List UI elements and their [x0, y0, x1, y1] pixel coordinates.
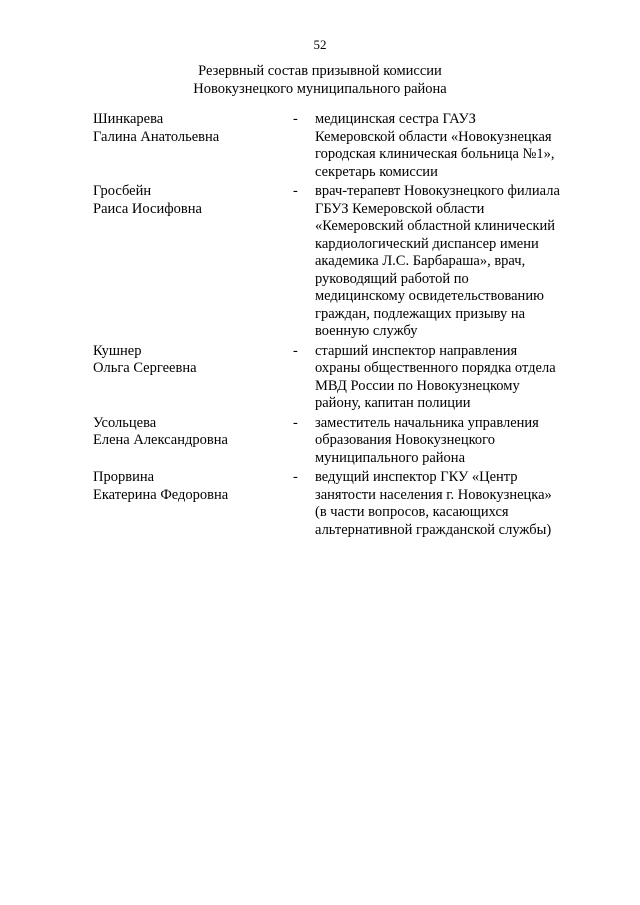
- member-dash: -: [293, 111, 298, 127]
- member-name: [93, 343, 293, 378]
- description-line: «Кемеровский областной клинический: [315, 218, 556, 234]
- member-name: [93, 111, 293, 146]
- member-row: [93, 415, 593, 468]
- description-line: (в части вопросов, касающихся: [315, 504, 509, 520]
- member-description: [315, 183, 593, 341]
- member-surname: Прорвина: [93, 469, 155, 485]
- description-line: старший инспектор направления: [315, 342, 518, 359]
- member-name: [93, 469, 293, 504]
- description-line: Кемеровской области «Новокузнецкая: [315, 128, 552, 145]
- description-line: военную службу: [315, 323, 418, 339]
- member-row: [93, 343, 593, 413]
- member-dash: -: [293, 342, 298, 359]
- members-list: [93, 111, 593, 541]
- description-line: ведущий инспектор ГКУ «Центр: [315, 469, 518, 485]
- title-line-2: Новокузнецкого муниципального района: [193, 81, 447, 97]
- member-row: [93, 111, 593, 181]
- member-surname: Усольцева: [93, 414, 157, 431]
- title-line-1: Резервный состав призывной комиссии: [198, 63, 442, 79]
- description-line: охраны общественного порядка отдела: [315, 360, 556, 376]
- description-line: району, капитан полиции: [315, 395, 471, 411]
- member-given-names: Галина Анатольевна: [93, 128, 220, 145]
- description-line: медицинскому освидетельствованию: [315, 288, 544, 304]
- description-line: занятости населения г. Новокузнецка»: [315, 486, 552, 503]
- member-surname: Гросбейн: [93, 183, 152, 199]
- member-dash: -: [293, 469, 298, 485]
- member-surname: Шинкарева: [93, 111, 164, 127]
- member-dash: -: [293, 414, 298, 431]
- member-surname: Кушнер: [93, 342, 142, 359]
- member-given-names: Ольга Сергеевна: [93, 360, 197, 376]
- description-line: ГБУЗ Кемеровской области: [315, 200, 485, 217]
- page-number: 52: [313, 37, 327, 52]
- description-line: образования Новокузнецкого: [315, 432, 495, 448]
- description-line: альтернативной гражданской службы): [315, 521, 552, 538]
- description-line: граждан, подлежащих призыву на: [315, 305, 526, 322]
- description-line: врач-терапевт Новокузнецкого филиала: [315, 183, 560, 199]
- member-row: [93, 469, 593, 539]
- description-line: МВД России по Новокузнецкому: [315, 377, 520, 394]
- member-description: [315, 111, 593, 181]
- description-line: муниципального района: [315, 449, 465, 466]
- description-line: академика Л.С. Барбараша», врач,: [315, 253, 526, 269]
- member-description: [315, 343, 593, 413]
- description-line: секретарь комиссии: [315, 163, 438, 180]
- member-given-names: Екатерина Федоровна: [93, 486, 229, 503]
- member-name: [93, 415, 293, 450]
- member-row: [93, 183, 593, 341]
- member-name: [93, 183, 293, 218]
- description-line: заместитель начальника управления: [315, 414, 539, 431]
- member-dash: -: [293, 183, 298, 199]
- member-given-names: Раиса Иосифовна: [93, 200, 202, 217]
- member-description: [315, 469, 593, 539]
- description-line: руководящий работой по: [315, 270, 469, 287]
- description-line: медицинская сестра ГАУЗ: [315, 111, 476, 127]
- description-line: городская клиническая больница №1»,: [315, 146, 555, 162]
- member-given-names: Елена Александровна: [93, 432, 228, 448]
- member-description: [315, 415, 593, 468]
- description-line: кардиологический диспансер имени: [315, 235, 539, 252]
- document-title: [0, 62, 640, 98]
